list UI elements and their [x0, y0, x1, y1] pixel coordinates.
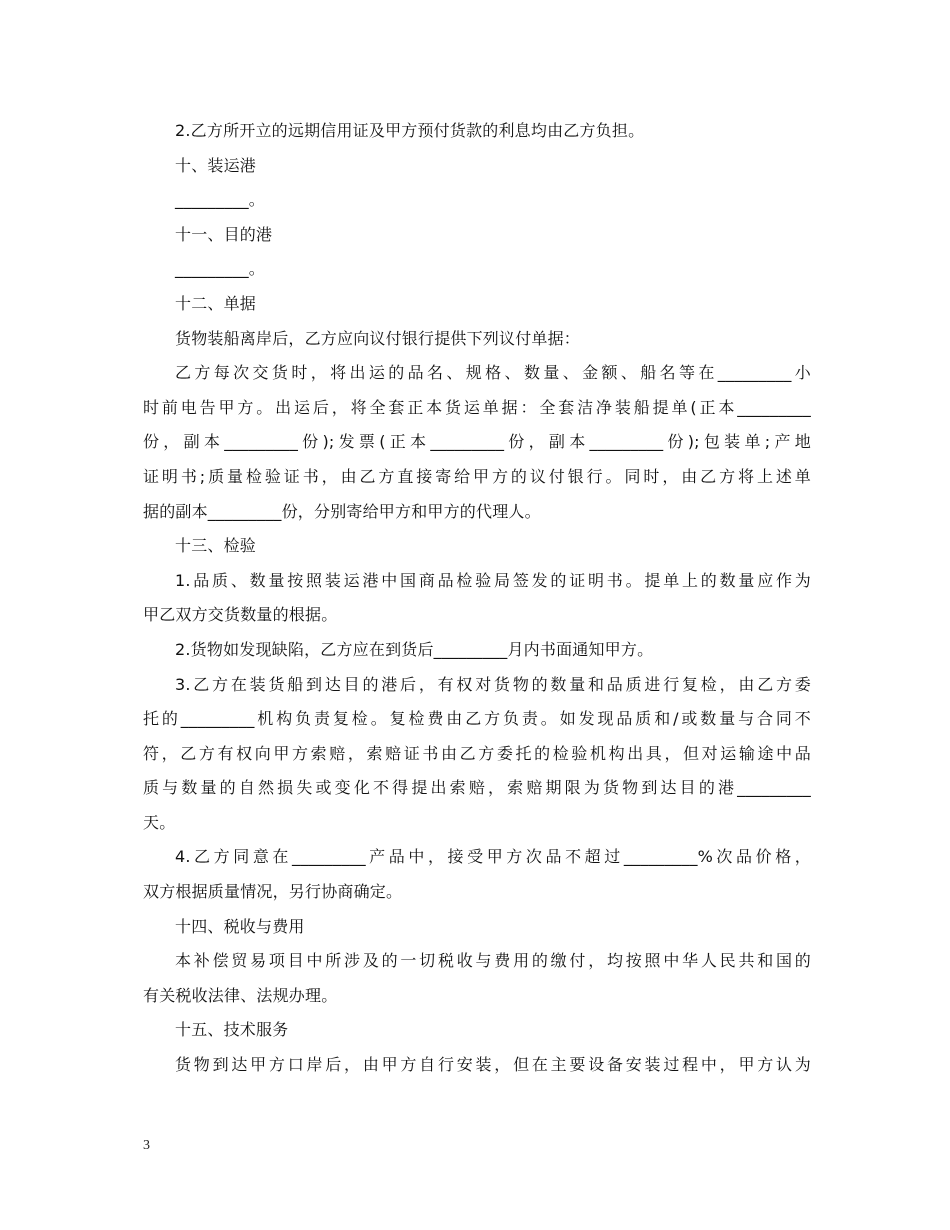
paragraph-line: 证明书;质量检验证书，由乙方直接寄给甲方的议付银行。同时，由乙方将上述单	[143, 466, 811, 486]
section-heading: 十五、技术服务	[175, 1020, 289, 1040]
paragraph-line: 符，乙方有权向甲方索赔，索赔证书由乙方委托的检验机构出具，但对运输途中品	[143, 743, 811, 763]
paragraph-line: 2.乙方所开立的远期信用证及甲方预付货款的利息均由乙方负担。	[175, 121, 645, 140]
page-number: 3	[143, 1138, 150, 1153]
blank-field-line: _________。	[175, 190, 265, 210]
section-heading: 十四、税收与费用	[175, 916, 305, 936]
blank-field-line: _________。	[175, 259, 265, 279]
document-body	[143, 114, 811, 1083]
paragraph-line: 1.品质、数量按照装运港中国商品检验局签发的证明书。提单上的数量应作为	[175, 570, 811, 590]
paragraph-line: 双方根据质量情况，另行协商确定。	[143, 882, 403, 902]
paragraph-line: 货物装船离岸后，乙方应向议付银行提供下列议付单据：	[175, 328, 581, 348]
section-heading: 十、装运港	[175, 155, 257, 175]
section-heading: 十三、检验	[175, 536, 257, 556]
paragraph-line: 本补偿贸易项目中所涉及的一切税收与费用的缴付，均按照中华人民共和国的	[175, 951, 811, 971]
paragraph-line: 托的_________机构负责复检。复检费由乙方负责。如发现品质和/或数量与合同不	[143, 709, 811, 729]
paragraph-line: 质与数量的自然损失或变化不得提出索赔，索赔期限为货物到达目的港_________	[143, 778, 811, 798]
paragraph-line: 货物到达甲方口岸后，由甲方自行安装，但在主要设备安装过程中，甲方认为	[175, 1055, 811, 1075]
paragraph-line: 天。	[143, 812, 176, 832]
paragraph-line: 据的副本_________份，分别寄给甲方和甲方的代理人。	[143, 501, 541, 521]
paragraph-line: 乙方每次交货时，将出运的品名、规格、数量、金额、船名等在_________小	[175, 363, 811, 383]
paragraph-line: 甲乙双方交货数量的根据。	[143, 605, 338, 625]
paragraph-line: 有关税收法律、法规办理。	[143, 985, 338, 1005]
paragraph-line: 2.货物如发现缺陷，乙方应在到货后_________月内书面通知甲方。	[175, 639, 654, 659]
paragraph-line: 4.乙方同意在_________产品中，接受甲方次品不超过_________%次品价格，	[175, 847, 811, 867]
section-heading: 十二、单据	[175, 293, 257, 313]
section-heading: 十一、目的港	[175, 224, 273, 244]
paragraph-line: 3.乙方在装货船到达目的港后，有权对货物的数量和品质进行复检，由乙方委	[175, 674, 811, 694]
paragraph-line: 时前电告甲方。出运后，将全套正本货运单据：全套洁净装船提单(正本_________	[143, 397, 811, 417]
paragraph-line: 份，副本_________份);发票(正本_________份，副本_________份);包装单;产地	[143, 432, 811, 452]
